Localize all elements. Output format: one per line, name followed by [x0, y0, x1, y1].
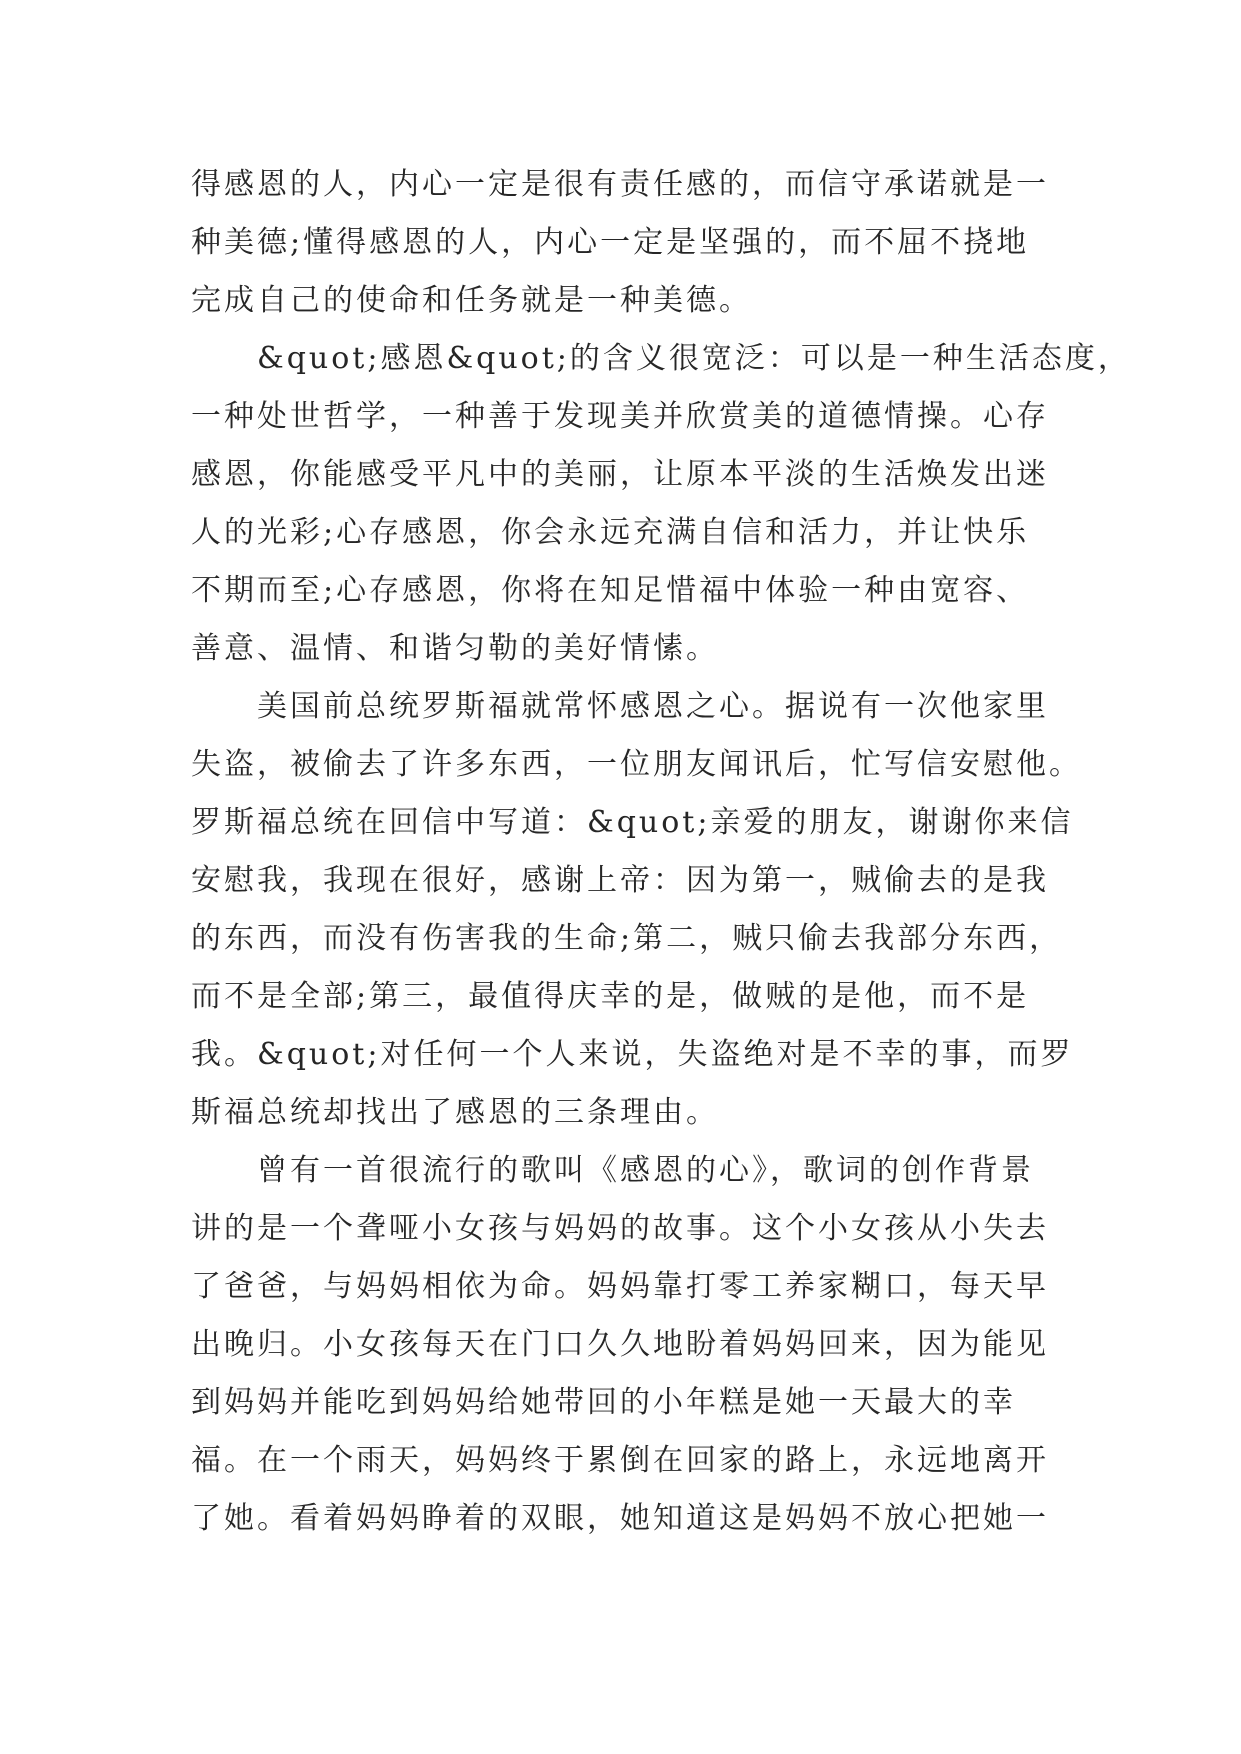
text-line: 一种处世哲学，一种善于发现美并欣赏美的道德情操。心存: [191, 399, 1049, 434]
text-line: 斯福总统却找出了感恩的三条理由。: [191, 1095, 719, 1130]
text-line: 人的光彩;心存感恩，你会永远充满自信和活力，并让快乐: [191, 515, 1030, 550]
paragraph-4: [191, 1142, 1051, 1548]
text-line: 出晚归。小女孩每天在门口久久地盼着妈妈回来，因为能见: [191, 1327, 1049, 1362]
text-line: 种美德;懂得感恩的人，内心一定是坚强的，而不屈不挠地: [191, 225, 1030, 260]
text-line: 了她。看着妈妈睁着的双眼，她知道这是妈妈不放心把她一: [191, 1501, 1049, 1536]
text-line: 善意、温情、和谐匀勒的美好情愫。: [191, 631, 719, 666]
text-line: 美国前总统罗斯福就常怀感恩之心。据说有一次他家里: [257, 689, 1049, 724]
text-line: 而不是全部;第三，最值得庆幸的是，做贼的是他，而不是: [191, 979, 1030, 1014]
paragraph-2: [191, 330, 1131, 678]
text-line: 到妈妈并能吃到妈妈给她带回的小年糕是她一天最大的幸: [191, 1385, 1016, 1420]
text-line: 感恩，你能感受平凡中的美丽，让原本平淡的生活焕发出迷: [191, 457, 1049, 492]
text-line: 不期而至;心存感恩，你将在知足惜福中体验一种由宽容、: [191, 573, 1030, 608]
text-line: 曾有一首很流行的歌叫《感恩的心》，歌词的创作背景: [257, 1153, 1034, 1188]
text-line: 了爸爸，与妈妈相依为命。妈妈靠打零工养家糊口，每天早: [191, 1269, 1049, 1304]
document-body: [191, 156, 1131, 1548]
text-line: 安慰我，我现在很好，感谢上帝：因为第一，贼偷去的是我: [191, 863, 1049, 898]
text-line: 失盗，被偷去了许多东西，一位朋友闻讯后，忙写信安慰他。: [191, 747, 1082, 782]
text-line: &quot;感恩&quot;的含义很宽泛：可以是一种生活态度，: [257, 341, 1131, 376]
text-line: 福。在一个雨天，妈妈终于累倒在回家的路上，永远地离开: [191, 1443, 1049, 1478]
text-line: 的东西，而没有伤害我的生命;第二，贼只偷去我部分东西，: [191, 921, 1063, 956]
text-line: 罗斯福总统在回信中写道：&quot;亲爱的朋友，谢谢你来信: [191, 805, 1074, 840]
paragraph-3: [191, 678, 1082, 1142]
paragraph-1: [191, 156, 1051, 330]
text-line: 讲的是一个聋哑小女孩与妈妈的故事。这个小女孩从小失去: [191, 1211, 1049, 1246]
text-line: 我。&quot;对任何一个人来说，失盗绝对是不幸的事，而罗: [191, 1037, 1074, 1072]
text-line: 得感恩的人，内心一定是很有责任感的，而信守承诺就是一: [191, 167, 1049, 202]
text-line: 完成自己的使命和任务就是一种美德。: [191, 283, 752, 318]
